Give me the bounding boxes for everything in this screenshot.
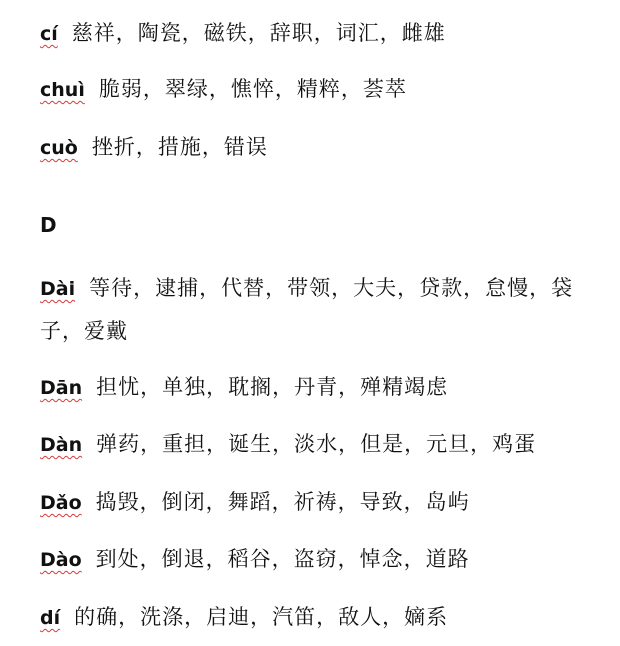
pinyin-label: Dǎo [40,492,82,514]
entry-dao-3 [40,481,600,524]
entry-ci [40,12,600,55]
pinyin-label: Dān [40,377,83,399]
word-list: 脆弱，翠绿，憔悴，精粹，荟萃 [98,77,407,101]
entry-chui [40,68,600,111]
pinyin-label: cuò [40,137,78,159]
entry-dan-1 [40,366,600,409]
word-list: 到处，倒退，稻谷，盗窃，悼念，道路 [95,547,470,571]
word-list: 弹药，重担，诞生，淡水，但是，元旦，鸡蛋 [96,432,537,456]
entry-dai [40,267,600,352]
entry-dao-4 [40,538,600,581]
word-list: 慈祥，陶瓷，磁铁，辞职，词汇，雌雄 [71,21,446,45]
word-list: 的确，洗涤，启迪，汽笛，敌人，嫡系 [74,605,449,629]
pinyin-label: dí [40,607,61,629]
section-heading: D [40,213,57,237]
pinyin-label: Dào [40,549,82,571]
word-list: 挫折，措施，错误 [91,135,268,159]
word-list: 等待，逮捕，代替，带领，大夫，贷款，怠慢，袋子，爱戴 [40,276,574,343]
word-list: 捣毁，倒闭，舞蹈，祈祷，导致，岛屿 [95,490,470,514]
pinyin-label: cí [40,23,58,45]
pinyin-label: Dài [40,278,76,300]
pinyin-label: Dàn [40,434,83,456]
entry-dan-4 [40,423,600,466]
entry-cuo [40,126,600,169]
pinyin-label: chuì [40,79,85,101]
word-list: 担忧，单独，耽搁，丹青，殚精竭虑 [96,375,449,399]
entry-di [40,596,600,639]
